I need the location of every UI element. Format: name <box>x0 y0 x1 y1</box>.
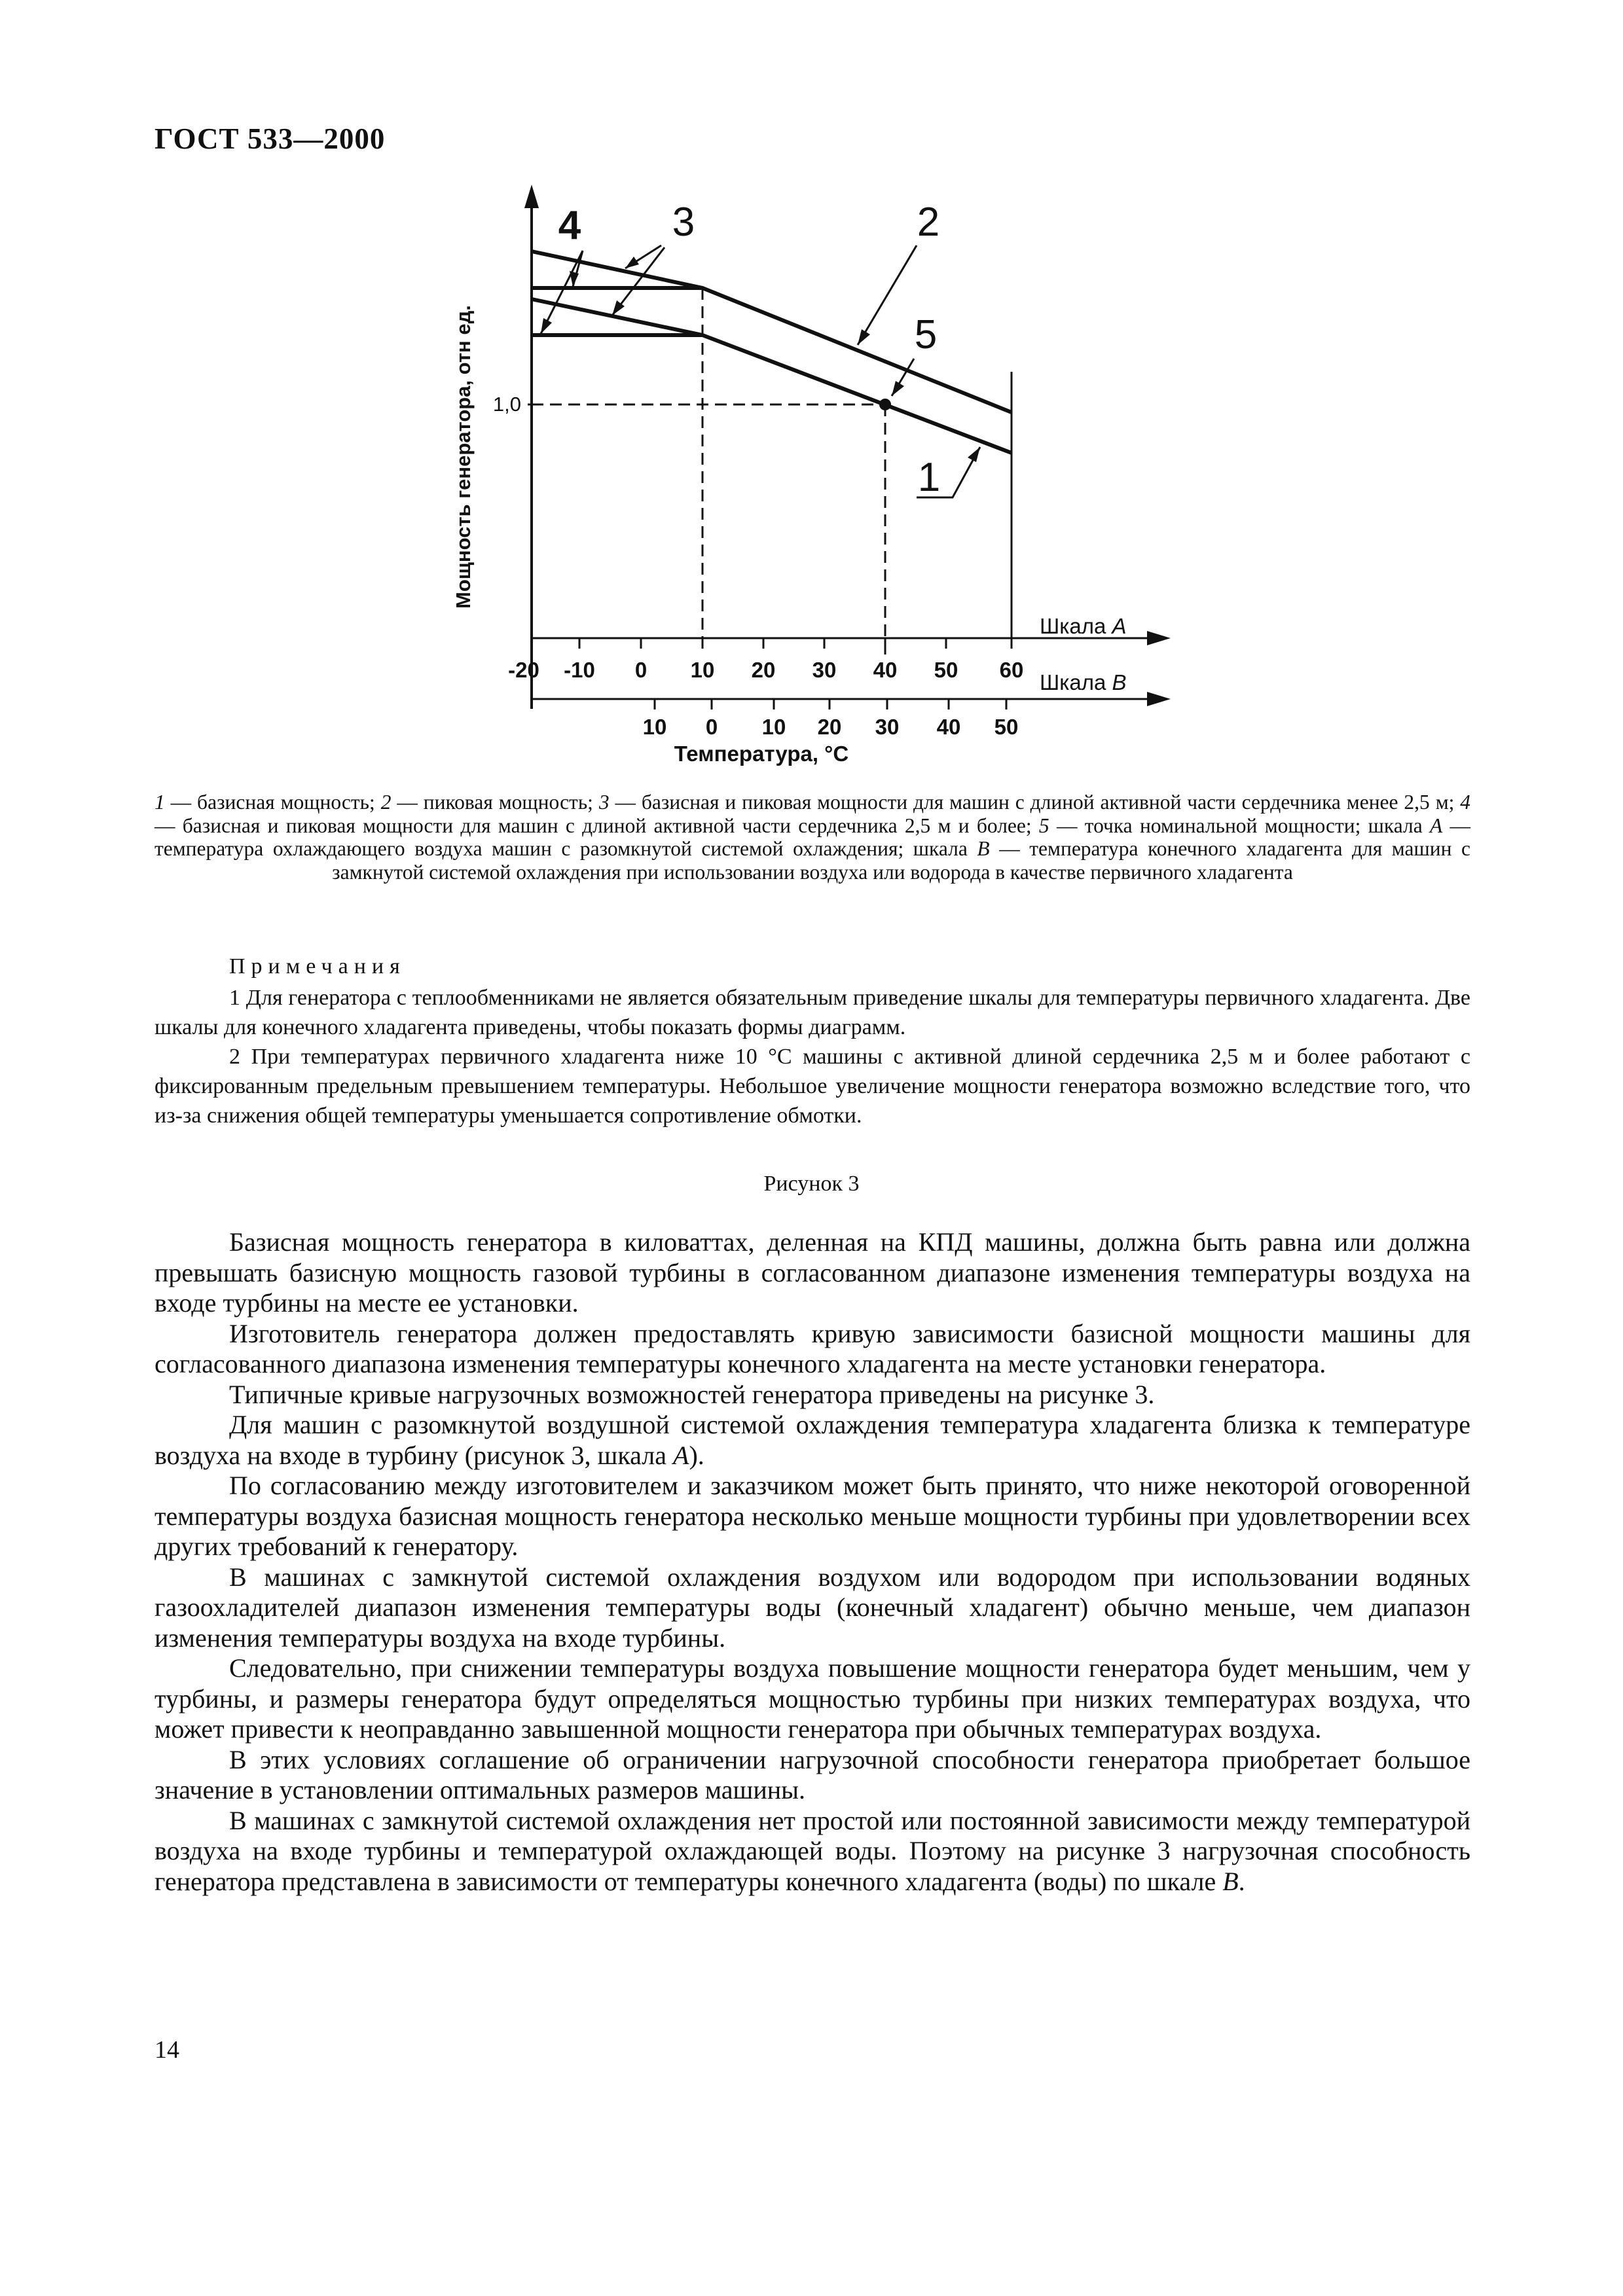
document-header: ГОСТ 533—2000 <box>155 122 386 155</box>
scale-a-tick: 40 <box>873 658 898 682</box>
caption-num: 1 <box>155 791 165 814</box>
scale-b-tick: 10 <box>761 715 786 739</box>
scale-a-tick: 0 <box>634 658 647 682</box>
label-5: 5 <box>914 312 938 357</box>
y-tick-label: 1,0 <box>492 393 521 416</box>
scale-b-tick-marks <box>655 699 1006 709</box>
scale-a-tick: 10 <box>690 658 715 682</box>
x-axis-label: Температура, °С <box>674 742 849 766</box>
scale-a-ticks <box>508 658 1023 682</box>
page-number: 14 <box>155 2036 179 2064</box>
body-paragraph: Типичные кривые нагрузочных возможностей генератора приведены на рисунке 3. <box>229 1379 1155 1409</box>
body-paragraph: Базисная мощность генератора в киловаттах, деленная на КПД машины, должна быть равна или должна превышать базисную мощность газовой турбины в согласованном диапазоне изменения температуры воздуха на входе турбины на месте ее установки. <box>155 1227 1470 1318</box>
figure-label: Рисунок 3 <box>763 1172 860 1196</box>
scale-letter: А <box>673 1440 689 1470</box>
scale-a-tick: 20 <box>751 658 776 682</box>
body-paragraph: В этих условиях соглашение об ограничении нагрузочной способности генератора приобретает большое значение в установлении оптимальных размеров машины. <box>155 1744 1470 1804</box>
caption-scale-b-text: — температура конечного хладагента для машин с замкнутой системой охлаждения при использовании воздуха или водорода в качестве первичного хладагента <box>332 837 1470 884</box>
body-text <box>155 1227 1470 1897</box>
caption-scale-b-letter: В <box>977 837 990 860</box>
arrowhead-4b <box>541 318 552 334</box>
body-paragraph <box>155 1806 1470 1897</box>
scale-b-tick: 40 <box>936 715 961 739</box>
arrowhead-2 <box>858 329 870 345</box>
caption-item: — базисная и пиковая мощности для машин с длиной активной части сердечника 2,5 м и более; <box>155 814 1032 837</box>
scale-b-arrow <box>1147 692 1171 706</box>
caption-scale-b-prefix: шкала <box>913 837 968 860</box>
notes-section <box>155 983 1470 1130</box>
scale-a-tick-marks <box>532 638 1012 649</box>
body-paragraph: Следовательно, при снижении температуры воздуха повышение мощности генератора будет меньшим, чем у турбины, и размеры генератора будут определяться мощностью турбины при низких температурах воздуха, что может привести к неоправданно завышенной мощности генератора при обычных температурах воздуха. <box>155 1653 1470 1744</box>
arrowhead-5 <box>892 381 904 396</box>
arrowhead-3a <box>625 257 639 268</box>
caption-scale-a-text: — температура охлаждающего воздуха машин с разомкнутой системой охлаждения; <box>155 814 1471 860</box>
body-paragraph: В машинах с замкнутой системой охлаждения воздухом или водородом при использовании водяных газоохладителей диапазон изменения температуры воды (конечный хладагент) обычно меньше, чем диапазон изменения температуры воздуха на входе турбины. <box>155 1562 1470 1653</box>
scale-b-tick: 30 <box>875 715 900 739</box>
caption-scale-a-prefix: шкала <box>1368 814 1423 837</box>
note-item: 1 Для генератора с теплообменниками не является обязательным приведение шкалы для температуры первичного хладагента. Две шкалы для конечного хладагента приведены, чтобы показать формы диаграмм. <box>155 986 1470 1039</box>
scale-b-label: Шкала В <box>1040 670 1127 694</box>
scale-a-arrow <box>1147 631 1171 645</box>
y-axis-arrow <box>524 185 539 208</box>
scale-a-tick: -10 <box>564 658 595 682</box>
scale-a-tick: 50 <box>934 658 958 682</box>
scale-a-tick: 30 <box>812 658 837 682</box>
caption-item: — пиковая мощность; <box>397 791 593 814</box>
arrowhead-1 <box>968 447 980 462</box>
curve-base-power <box>532 299 1012 453</box>
body-paragraph: По согласованию между изготовителем и заказчиком может быть принято, что ниже некоторой оговоренной температуры воздуха базисная мощность генератора несколько меньше мощности турбины при удовлетворении всех других требований к генератору. <box>155 1471 1470 1561</box>
note-item: 2 При температурах первичного хладагента ниже 10 °С машины с активной длиной сердечника 2,5 м и более работают с фиксированным предельным превышением температуры. Небольшое увеличение мощности генератора возможно вследствие того, что из-за снижения общей температуры уменьшается сопротивление обмотки. <box>155 1045 1470 1128</box>
figure-caption <box>155 791 1470 884</box>
scale-b-ticks <box>643 715 1019 739</box>
y-axis-label: Мощность генератора, отн ед. <box>452 305 475 609</box>
paragraph-text: . <box>1238 1866 1245 1896</box>
figure-3-diagram <box>0 0 1623 785</box>
scale-a-label: Шкала А <box>1040 614 1127 638</box>
caption-num: 5 <box>1038 814 1049 837</box>
paragraph-text: Для машин с разомкнутой воздушной системой охлаждения температура хладагента близка к температуре воздуха на входе в турбину (рисунок 3, шкала <box>155 1410 1470 1470</box>
scale-b-tick: 50 <box>994 715 1019 739</box>
label-3: 3 <box>672 200 695 245</box>
paragraph-text: В машинах с замкнутой системой охлаждения нет простой или постоянной зависимости между температурой воздуха на входе турбины и температурой охлаждающей воды. Поэтому на рисунке 3 нагрузочная способность генератора представлена в зависимости от температуры конечного хладагента (воды) по шкале <box>155 1805 1470 1896</box>
paragraph-text: ). <box>689 1440 704 1470</box>
caption-scale-a-letter: А <box>1430 814 1443 837</box>
caption-item: — базисная и пиковая мощности для машин с длиной активной части сердечника менее 2,5 м; <box>615 791 1455 814</box>
scale-b-tick: 10 <box>642 715 667 739</box>
body-paragraph <box>155 1410 1470 1471</box>
scale-b-tick: 0 <box>705 715 718 739</box>
notes-heading: Примечания <box>229 954 406 978</box>
rated-point-marker <box>879 399 891 410</box>
caption-num: 3 <box>598 791 610 814</box>
scale-b-tick: 20 <box>817 715 842 739</box>
label-4: 4 <box>558 203 581 248</box>
curve-peak-power <box>532 251 1012 412</box>
label-1: 1 <box>917 455 941 500</box>
caption-item: — точка номинальной мощности; <box>1056 814 1361 837</box>
caption-num: 2 <box>380 791 392 814</box>
label-2: 2 <box>917 200 940 245</box>
scale-a-tick: -20 <box>508 658 539 682</box>
body-paragraph: Изготовитель генератора должен предоставлять кривую зависимости базисной мощности машины для согласованного диапазона изменения температуры конечного хладагента на месте установки генератора. <box>155 1318 1470 1378</box>
caption-item: — базисная мощность; <box>170 791 375 814</box>
scale-a-tick: 60 <box>999 658 1024 682</box>
caption-num: 4 <box>1460 791 1471 814</box>
leader-2 <box>858 245 917 345</box>
scale-letter: В <box>1222 1866 1239 1896</box>
